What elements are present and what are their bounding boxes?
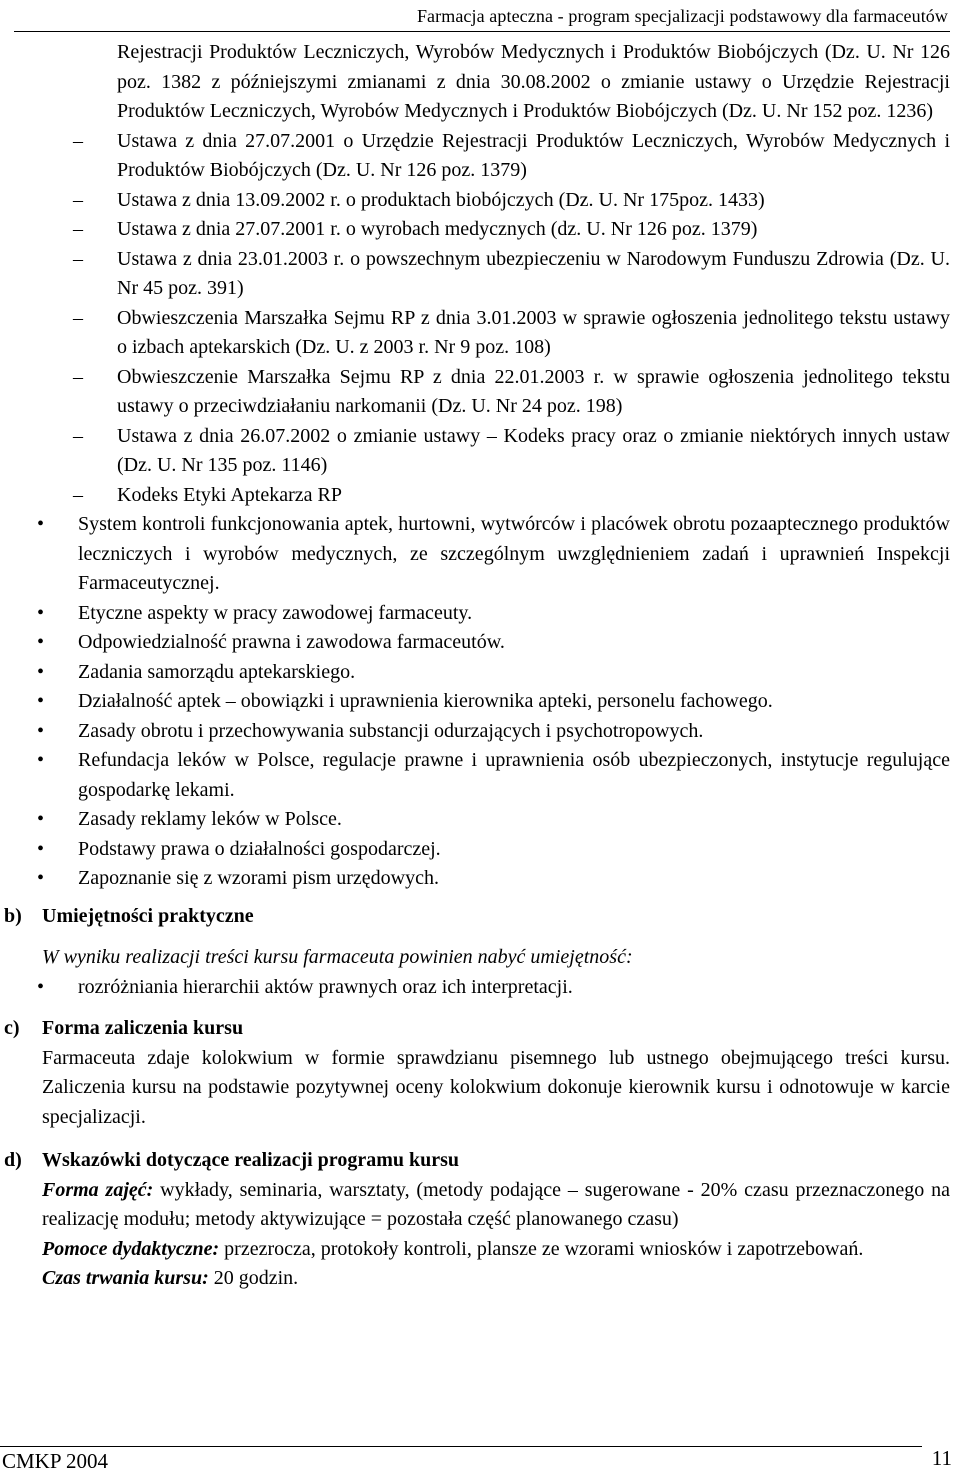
dash-marker: – xyxy=(73,424,83,447)
section-c-heading xyxy=(0,1014,960,1044)
czas-text: 20 godzin. xyxy=(208,1267,299,1289)
list-item-text: Zasady obrotu i przechowywania substancji odurzających i psychotropowych. xyxy=(78,719,704,742)
list-item xyxy=(0,304,960,363)
list-item-text: System kontroli funkcjonowania aptek, hurtowni, wytwórców i placówek obrotu pozaaptecznego produktów leczniczych i wyrobów medycznych, ze szczególnym uwzględnieniem zadań i uprawnień Inspekcji Farmaceutycznej. xyxy=(78,513,950,594)
list-item-text: Obwieszczenia Marszałka Sejmu RP z dnia 3.01.2003 w sprawie ogłoszenia jednolitego tekstu ustawy o izbach aptekarskich (Dz. U. z 2003 r. Nr 9 poz. 108) xyxy=(117,306,950,358)
pomoce-label: Pomoce dydaktyczne: xyxy=(42,1237,220,1260)
forma-text: wykłady, seminaria, warsztaty, (metody podające – sugerowane - 20% czasu przeznaczonego na realizację modułu; metody aktywizujące = pozostała część planowanego czasu) xyxy=(42,1178,951,1230)
bullet-icon: • xyxy=(37,837,45,860)
continued-paragraph: Rejestracji Produktów Leczniczych, Wyrobów Medycznych i Produktów Biobójczych (Dz. U. Nr 126 poz. 1382 z późniejszymi zmianami z dnia 30.08.2002 o zmianie ustawy o Urzędzie Rejestracji Produktów Leczniczych, Wyrobów Medycznych i Produktów Biobójczych (Dz. U. Nr 152 poz. 1236) xyxy=(117,41,950,122)
section-d-pomoce xyxy=(0,1235,960,1265)
dash-marker: – xyxy=(73,365,83,388)
list-item-text: Ustawa z dnia 26.07.2002 o zmianie ustawy – Kodeks pracy oraz o zmianie niektórych innych ustaw (Dz. U. Nr 135 poz. 1146) xyxy=(117,424,950,476)
list-item-text: Podstawy prawa o działalności gospodarczej. xyxy=(78,837,441,860)
section-c-text: Farmaceuta zdaje kolokwium w formie sprawdzianu pisemnego lub ustnego obejmującego treści kursu. Zaliczenia kursu na podstawie pozytywnej oceny kolokwium dokonuje kierownik kursu i odnotowuje w karcie specjalizacji. xyxy=(42,1046,950,1128)
section-b-heading xyxy=(0,902,960,932)
list-item xyxy=(0,245,960,304)
dash-marker: – xyxy=(73,218,83,240)
list-item-text: Odpowiedzialność prawna i zawodowa farmaceutów. xyxy=(78,631,505,653)
bullet-icon: • xyxy=(37,631,45,653)
bullet-icon: • xyxy=(37,867,45,889)
forma-label: Forma zajęć: xyxy=(42,1178,154,1201)
list-item xyxy=(0,127,960,186)
section-b-intro: W wyniku realizacji treści kursu farmaceuta powinien nabyć umiejętność: xyxy=(42,946,633,968)
section-title: Wskazówki dotyczące realizacji programu kursu xyxy=(42,1149,460,1171)
footer-label: CMKP 2004 xyxy=(2,1449,108,1473)
list-item xyxy=(0,717,960,747)
bullet-icon: • xyxy=(37,749,45,771)
bullet-icon: • xyxy=(37,719,45,742)
list-item xyxy=(0,215,960,245)
dash-marker: – xyxy=(73,129,83,152)
list-item-text: Zadania samorządu aptekarskiego. xyxy=(78,660,356,683)
list-item xyxy=(0,805,960,835)
list-item xyxy=(0,973,960,1003)
section-d-forma xyxy=(0,1176,960,1235)
czas-label: Czas trwania kursu: xyxy=(42,1267,209,1289)
section-letter: d) xyxy=(4,1149,22,1171)
list-item-text: Zapoznanie się z wzorami pism urzędowych. xyxy=(78,867,439,889)
list-item-text: rozróżniania hierarchii aktów prawnych oraz ich interpretacji. xyxy=(78,975,573,998)
dash-marker: – xyxy=(73,306,83,329)
bullet-icon: • xyxy=(37,660,45,683)
list-item-text: Działalność aptek – obowiązki i uprawnienia kierownika apteki, personelu fachowego. xyxy=(78,690,773,712)
list-item-text: Ustawa z dnia 27.07.2001 o Urzędzie Rejestracji Produktów Leczniczych, Wyrobów Medycznych i Produktów Biobójczych (Dz. U. Nr 126 poz. 1379) xyxy=(117,129,950,181)
document-body xyxy=(0,38,960,1294)
list-item xyxy=(0,599,960,629)
list-item xyxy=(0,363,960,422)
section-letter: c) xyxy=(4,1017,20,1039)
list-item xyxy=(0,422,960,481)
list-item-text: Obwieszczenie Marszałka Sejmu RP z dnia 22.01.2003 r. w sprawie ogłoszenia jednolitego tekstu ustawy o przeciwdziałaniu narkomanii (Dz. U. Nr 24 poz. 198) xyxy=(117,365,950,417)
list-item-text: Refundacja leków w Polsce, regulacje prawne i uprawnienia osób ubezpieczonych, instytucje regulujące gospodarkę lekami. xyxy=(78,749,950,801)
list-item-text: Ustawa z dnia 13.09.2002 r. o produktach biobójczych (Dz. U. Nr 175poz. 1433) xyxy=(117,188,765,211)
section-d-heading xyxy=(0,1146,960,1176)
section-letter: b) xyxy=(4,904,22,927)
dash-marker: – xyxy=(73,247,83,270)
section-title: Forma zaliczenia kursu xyxy=(42,1017,244,1039)
bullet-icon: • xyxy=(37,808,45,830)
dash-marker: – xyxy=(73,188,83,211)
list-item xyxy=(0,864,960,894)
section-d-czas xyxy=(0,1264,960,1294)
list-item xyxy=(0,687,960,717)
section-title: Umiejętności praktyczne xyxy=(42,904,254,927)
page-header-title: Farmacja apteczna - program specjalizacji podstawowy dla farmaceutów xyxy=(416,6,948,26)
topics-bullet-list xyxy=(0,510,960,894)
list-item-text: Kodeks Etyki Aptekarza RP xyxy=(117,483,342,506)
list-item xyxy=(0,186,960,216)
footer-divider xyxy=(0,1446,922,1447)
legal-acts-list xyxy=(0,127,960,511)
list-item xyxy=(0,481,960,511)
list-item xyxy=(0,628,960,658)
list-item xyxy=(0,510,960,599)
list-item-text: Etyczne aspekty w pracy zawodowej farmaceuty. xyxy=(78,601,473,624)
dash-marker: – xyxy=(73,483,83,506)
page-number: 11 xyxy=(931,1446,952,1470)
list-item xyxy=(0,746,960,805)
bullet-icon: • xyxy=(37,601,45,624)
pomoce-text: przezrocza, protokoły kontroli, plansze ze wzorami wniosków i zapotrzebowań. xyxy=(219,1237,864,1260)
bullet-icon: • xyxy=(37,975,45,998)
list-item-text: Ustawa z dnia 27.07.2001 r. o wyrobach medycznych (dz. U. Nr 126 poz. 1379) xyxy=(117,218,758,240)
bullet-icon: • xyxy=(37,513,45,535)
list-item-text: Zasady reklamy leków w Polsce. xyxy=(78,808,342,830)
list-item-text: Ustawa z dnia 23.01.2003 r. o powszechnym ubezpieczeniu w Narodowym Funduszu Zdrowia (Dz. U. Nr 45 poz. 391) xyxy=(117,247,950,299)
list-item xyxy=(0,835,960,865)
list-item xyxy=(0,658,960,688)
header-divider xyxy=(14,31,950,32)
bullet-icon: • xyxy=(37,690,45,712)
